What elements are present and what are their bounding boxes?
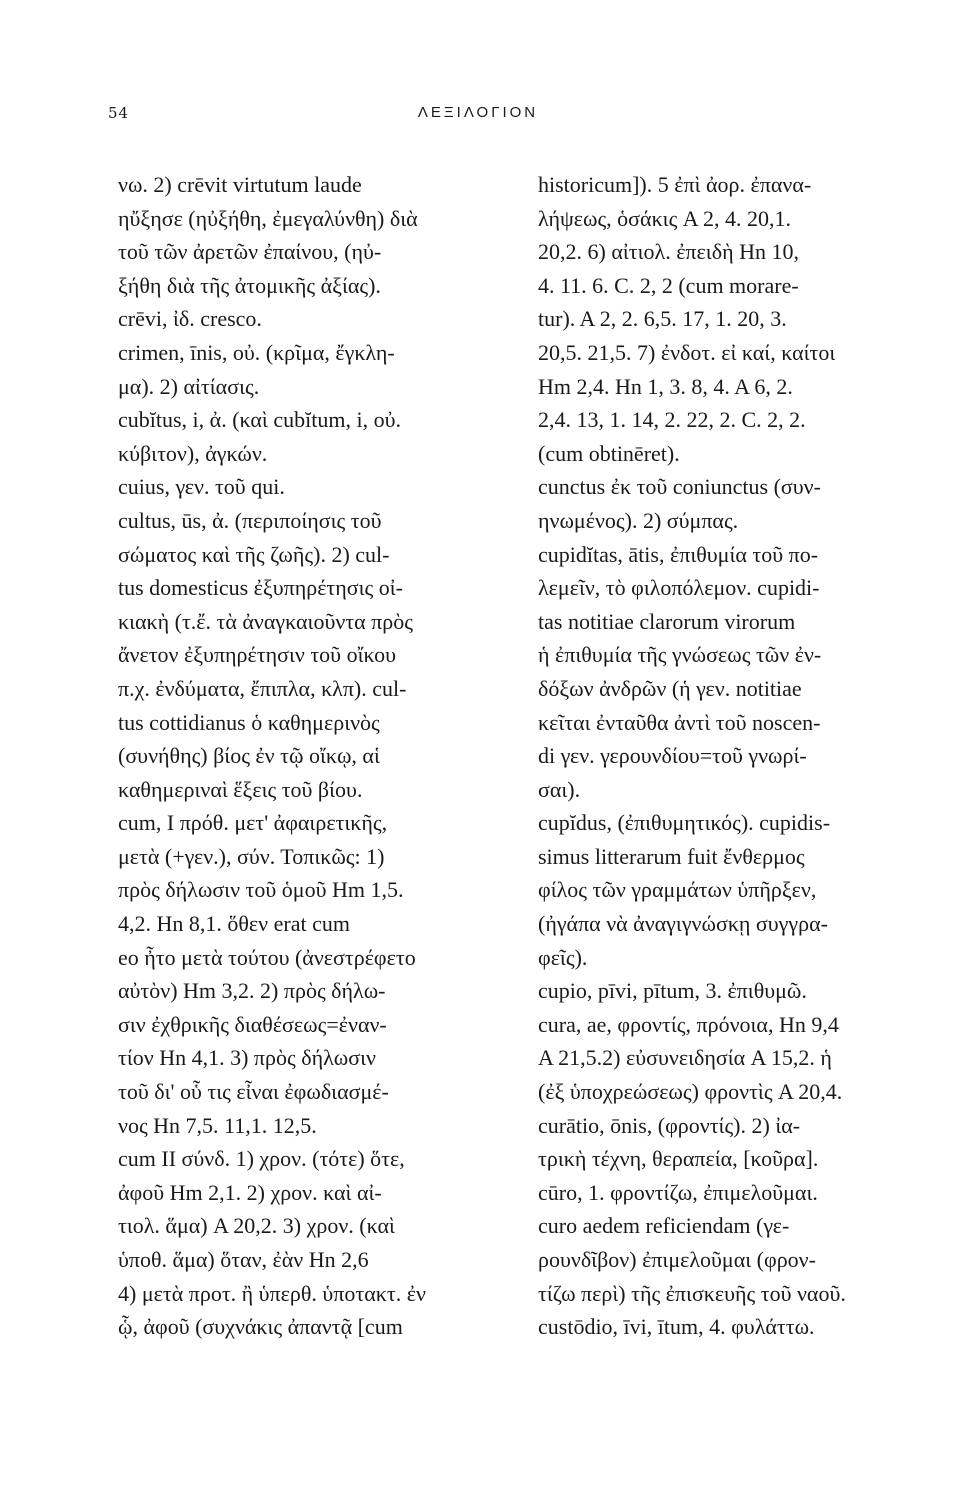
left-column bbox=[118, 168, 498, 1344]
text-line: cupĭdus, (ἐπιθυμητικός). cupidis- bbox=[538, 810, 831, 836]
text-line: cūro, 1. φροντίζω, ἐπιμελοῦμαι. bbox=[538, 1179, 818, 1205]
text-line: ηὔξησε (ηὐξήθη, ἐμεγαλύνθη) διὰ bbox=[118, 205, 418, 231]
text-line: di γεν. γερουνδίου=τοῦ γνωρί- bbox=[538, 743, 807, 769]
text-line: φίλος τῶν γραμμάτων ὑπῆρξεν, bbox=[538, 877, 817, 903]
right-column bbox=[538, 168, 918, 1344]
text-line: cupidĭtas, ātis, ἐπιθυμία τοῦ πο- bbox=[538, 541, 819, 567]
text-line: historicum]). 5 ἐπὶ ἀορ. ἐπανα- bbox=[538, 172, 812, 197]
text-line: ηνωμένος). 2) σύμπας. bbox=[538, 507, 739, 533]
text-line: 4) μετὰ προτ. ἢ ὑπερθ. ὑποτακτ. ἐν bbox=[118, 1280, 426, 1306]
text-line: ᾧ, ἀφοῦ (συχνάκις ἀπαντᾷ [cum bbox=[118, 1314, 403, 1340]
text-line: 4,2. Hn 8,1. ὅθεν erat cum bbox=[118, 911, 350, 937]
text-line: τοῦ δι' οὗ τις εἶναι ἐφωδιασμέ- bbox=[118, 1079, 389, 1105]
text-line: ἡ ἐπιθυμία τῆς γνώσεως τῶν ἐν- bbox=[538, 642, 822, 668]
text-line: νω. 2) crēvit virtutum laude bbox=[118, 172, 362, 197]
text-line: σαι). bbox=[538, 776, 581, 802]
text-line: cuius, γεν. τοῦ qui. bbox=[118, 474, 285, 500]
text-line: 20,5. 21,5. 7) ἐνδοτ. εἰ καί, καίτοι bbox=[538, 339, 836, 365]
text-line: ὑποθ. ἅμα) ὅταν, ἐὰν Hn 2,6 bbox=[118, 1247, 369, 1272]
text-line: καθημεριναὶ ἕξεις τοῦ βίου. bbox=[118, 776, 363, 802]
text-line: τιολ. ἅμα) A 20,2. 3) χρον. (καὶ bbox=[118, 1213, 395, 1239]
text-line: Hm 2,4. Hn 1, 3. 8, 4. A 6, 2. bbox=[538, 373, 793, 399]
text-line: ἄνετον ἐξυπηρέτησιν τοῦ οἴκου bbox=[118, 642, 396, 668]
text-line: αὐτὸν) Hm 3,2. 2) πρὸς δήλω- bbox=[118, 978, 386, 1004]
text-line: κιακὴ (τ.ἔ. τὰ ἀναγκαιοῦντα πρὸς bbox=[118, 608, 413, 634]
text-line: cura, ae, φροντίς, πρόνοια, Hn 9,4 bbox=[538, 1011, 839, 1037]
text-line: cum II σύνδ. 1) χρον. (τότε) ὅτε, bbox=[118, 1146, 405, 1172]
text-line: π.χ. ἐνδύματα, ἔπιπλα, κλπ). cul- bbox=[118, 675, 407, 701]
text-line: ρουνδῖβον) ἐπιμελοῦμαι (φρον- bbox=[538, 1247, 816, 1272]
text-line: tus cottidianus ὁ καθημερινὸς bbox=[118, 709, 380, 735]
text-line: πρὸς δήλωσιν τοῦ ὁμοῦ Hm 1,5. bbox=[118, 877, 404, 903]
text-line: λήψεως, ὁσάκις A 2, 4. 20,1. bbox=[538, 205, 791, 231]
text-line: σιν ἐχθρικῆς διαθέσεως=ἐναν- bbox=[118, 1011, 387, 1037]
text-line: τίον Hn 4,1. 3) πρὸς δήλωσιν bbox=[118, 1045, 376, 1071]
text-line: simus litterarum fuit ἔνθερμος bbox=[538, 843, 805, 869]
text-line: 20,2. 6) αἰτιολ. ἐπειδὴ Hn 10, bbox=[538, 239, 799, 265]
text-line: ξήθη διὰ τῆς ἀτομικῆς ἀξίας). bbox=[118, 272, 381, 298]
running-head: ΛΕΞΙΛΟΓΙΟΝ bbox=[417, 104, 539, 121]
text-line: μετὰ (+γεν.), σύν. Τοπικῶς: 1) bbox=[118, 843, 385, 869]
text-line: 4. 11. 6. C. 2, 2 (cum morare- bbox=[538, 272, 799, 298]
text-line: τρικὴ τέχνη, θεραπεία, [κοῦρα]. bbox=[538, 1146, 819, 1172]
text-line: σώματος καὶ τῆς ζωῆς). 2) cul- bbox=[118, 541, 390, 567]
text-line: tus domesticus ἐξυπηρέτησις οἰ- bbox=[118, 575, 404, 601]
text-line: custōdio, īvi, ītum, 4. φυλάττω. bbox=[538, 1314, 815, 1340]
text-line: (συνήθης) βίος ἐν τῷ οἴκῳ, αἱ bbox=[118, 743, 380, 769]
text-line: curātio, ōnis, (φροντίς). 2) ἰα- bbox=[538, 1112, 801, 1138]
text-line: τίζω περὶ) τῆς ἐπισκευῆς τοῦ ναοῦ. bbox=[538, 1280, 846, 1306]
text-line: 2,4. 13, 1. 14, 2. 22, 2. C. 2, 2. bbox=[538, 407, 806, 433]
text-line: κεῖται ἐνταῦθα ἀντὶ τοῦ noscen- bbox=[538, 709, 821, 735]
text-line: (ἠγάπα νὰ ἀναγιγνώσκῃ συγγρα- bbox=[538, 911, 828, 937]
text-line: ἀφοῦ Hm 2,1. 2) χρον. καὶ αἰ- bbox=[118, 1179, 382, 1205]
text-line: crēvi, ἰδ. cresco. bbox=[118, 306, 262, 332]
text-line: eo ἦτο μετὰ τούτου (ἀνεστρέφετο bbox=[118, 944, 416, 970]
text-line: κύβιτον), ἀγκών. bbox=[118, 440, 268, 466]
text-line: λεμεῖν, τὸ φιλοπόλεμον. cupidi- bbox=[538, 575, 820, 601]
text-line: cupio, pīvi, pītum, 3. ἐπιθυμῶ. bbox=[538, 978, 807, 1004]
page-number: 54 bbox=[108, 104, 130, 122]
text-line: A 21,5.2) εὐσυνειδησία A 15,2. ἡ bbox=[538, 1045, 832, 1071]
text-line: τοῦ τῶν ἀρετῶν ἐπαίνου, (ηὐ- bbox=[118, 239, 382, 265]
text-line: (ἐξ ὑποχρεώσεως) φροντὶς A 20,4. bbox=[538, 1079, 843, 1105]
text-line: curo aedem reficiendam (γε- bbox=[538, 1213, 790, 1239]
text-line: tas notitiae clarorum virorum bbox=[538, 608, 796, 634]
text-line: νος Hn 7,5. 11,1. 12,5. bbox=[118, 1112, 317, 1138]
text-line: (cum obtinēret). bbox=[538, 440, 680, 466]
text-line: μα). 2) αἰτίασις. bbox=[118, 373, 260, 399]
text-line: cum, I πρόθ. μετ' ἀφαιρετικῆς, bbox=[118, 810, 388, 836]
text-line: cunctus ἐκ τοῦ coniunctus (συν- bbox=[538, 474, 821, 500]
text-line: tur). A 2, 2. 6,5. 17, 1. 20, 3. bbox=[538, 306, 787, 332]
text-line: δόξων ἀνδρῶν (ἡ γεν. notitiae bbox=[538, 675, 802, 701]
text-line: cultus, ūs, ἀ. (περιποίησις τοῦ bbox=[118, 507, 382, 533]
text-line: crimen, īnis, οὐ. (κρῖμα, ἔγκλη- bbox=[118, 339, 395, 365]
text-line: φεῖς). bbox=[538, 944, 588, 970]
text-line: cubĭtus, i, ἀ. (καὶ cubĭtum, i, οὐ. bbox=[118, 407, 401, 433]
